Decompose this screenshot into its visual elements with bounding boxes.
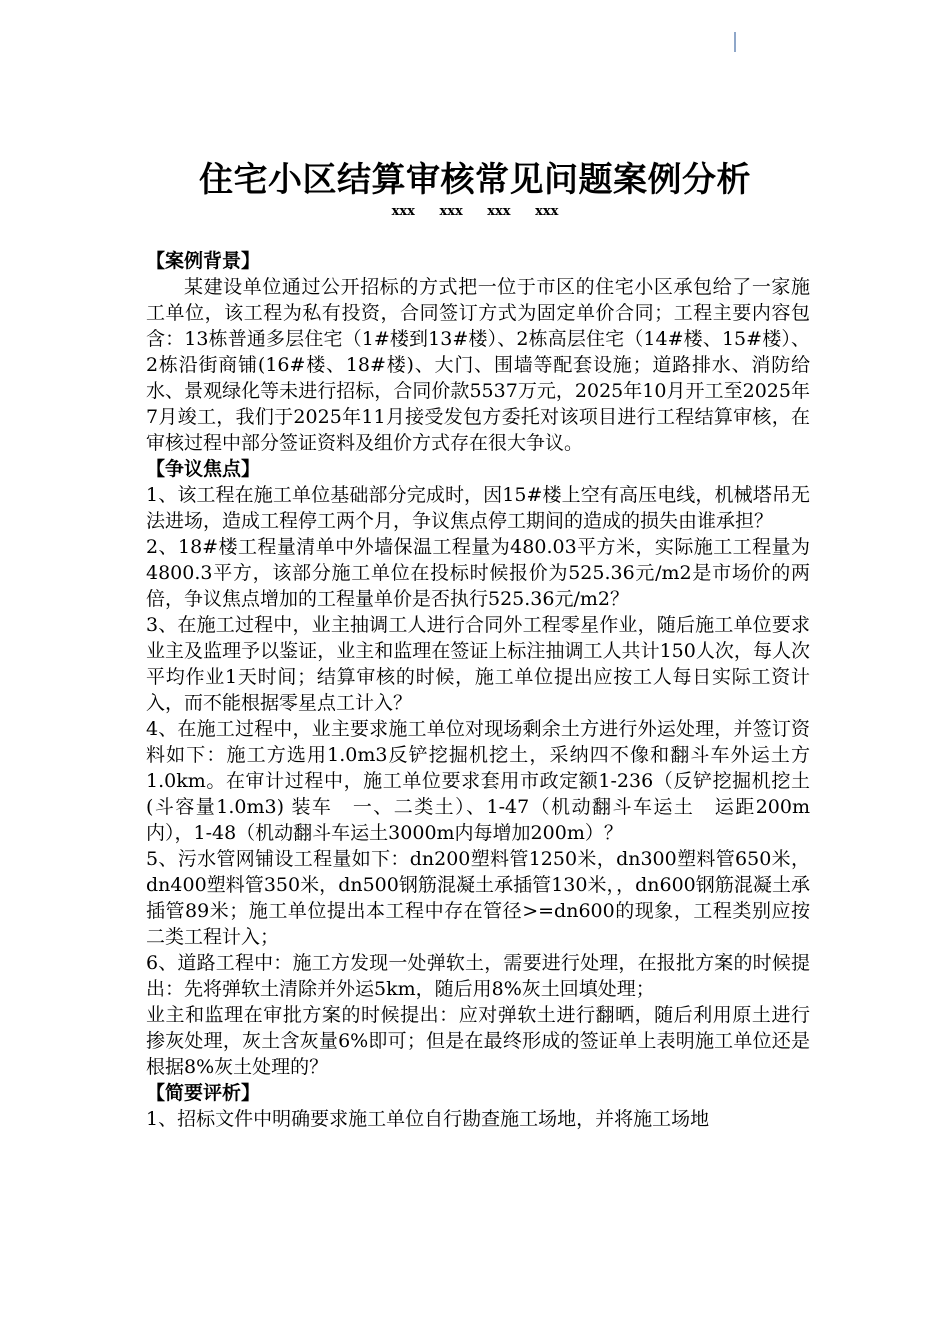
- dispute-item: 1、该工程在施工单位基础部分完成时，因15#楼上空有高压电线，机械塔吊无法进场，造成工程停工两个月，争议焦点停工期间的造成的损失由谁承担？: [146, 484, 810, 532]
- author-line: [0, 204, 950, 219]
- cursor-mark: [734, 32, 736, 52]
- dispute-item: 业主和监理在审批方案的时候提出：应对弹软土进行翻晒，随后利用原土进行掺灰处理，灰土含灰量6%即可；但是在最终形成的签证单上表明施工单位还是根据8%灰土处理的？: [146, 1004, 810, 1078]
- background-paragraph: 某建设单位通过公开招标的方式把一位于市区的住宅小区承包给了一家施工单位，该工程为私有投资，合同签订方式为固定单价合同；工程主要内容包含：13栋普通多层住宅（1#楼到13#楼）、2栋高层住宅（14#楼、15#楼）、2栋沿街商铺(16#楼、18#楼)、大门、围墙等配套设施；道路排水、消防给水、景观绿化等未进行招标，合同价款5537万元，2025年10月开工至2025年7月竣工，我们于2025年11月接受发包方委托对该项目进行工程结算审核，在审核过程中部分签证资料及组价方式存在很大争议。: [146, 276, 810, 454]
- dispute-item: 4、在施工过程中，业主要求施工单位对现场剩余土方进行外运处理，并签订资料如下：施工方选用1.0m3反铲挖掘机挖土，采纳四不像和翻斗车外运土方1.0km。在审计过程中，施工单位要求套用市政定额1-236（反铲挖掘机挖土(斗容量1.0m3) 装车 一、二类土）、1-47（机动翻斗车运土 运距200m内），1-48（机动翻斗车运土3000m内每增加200m）？: [146, 718, 810, 844]
- section-heading-dispute: 【争议焦点】: [146, 458, 261, 480]
- author-name: xxx: [391, 204, 415, 219]
- page-title: 住宅小区结算审核常见问题案例分析: [199, 160, 751, 200]
- dispute-item: 6、道路工程中：施工方发现一处弹软土，需要进行处理，在报批方案的时候提出：先将弹软土清除并外运5km，随后用8%灰土回填处理；: [146, 952, 810, 1000]
- dispute-item: 2、18#楼工程量清单中外墙保温工程量为480.03平方米，实际施工工程量为4800.3平方，该部分施工单位在投标时候报价为525.36元/m2是市场价的两倍，争议焦点增加的工程量单价是否执行525.36元/m2？: [146, 536, 810, 610]
- document-body: [146, 248, 810, 1132]
- dispute-item: 3、在施工过程中，业主抽调工人进行合同外工程零星作业，随后施工单位要求业主及监理予以鉴证，业主和监理在签证上标注抽调工人共计150人次，每人次平均作业1天时间；结算审核的时候，施工单位提出应按工人每日实际工资计入，而不能根据零星点工计入？: [146, 614, 810, 714]
- author-name: xxx: [535, 204, 559, 219]
- review-item: 1、招标文件中明确要求施工单位自行勘查施工场地，并将施工场地: [146, 1108, 710, 1130]
- author-name: xxx: [487, 204, 511, 219]
- dispute-item: 5、污水管网铺设工程量如下：dn200塑料管1250米，dn300塑料管650米，dn400塑料管350米，dn500钢筋混凝土承插管130米，，dn600钢筋混凝土承插管89米；施工单位提出本工程中存在管径>=dn600的现象，工程类别应按二类工程计入；: [146, 848, 810, 948]
- section-heading-background: 【案例背景】: [146, 250, 261, 272]
- section-heading-review: 【简要评析】: [146, 1082, 261, 1104]
- author-name: xxx: [439, 204, 463, 219]
